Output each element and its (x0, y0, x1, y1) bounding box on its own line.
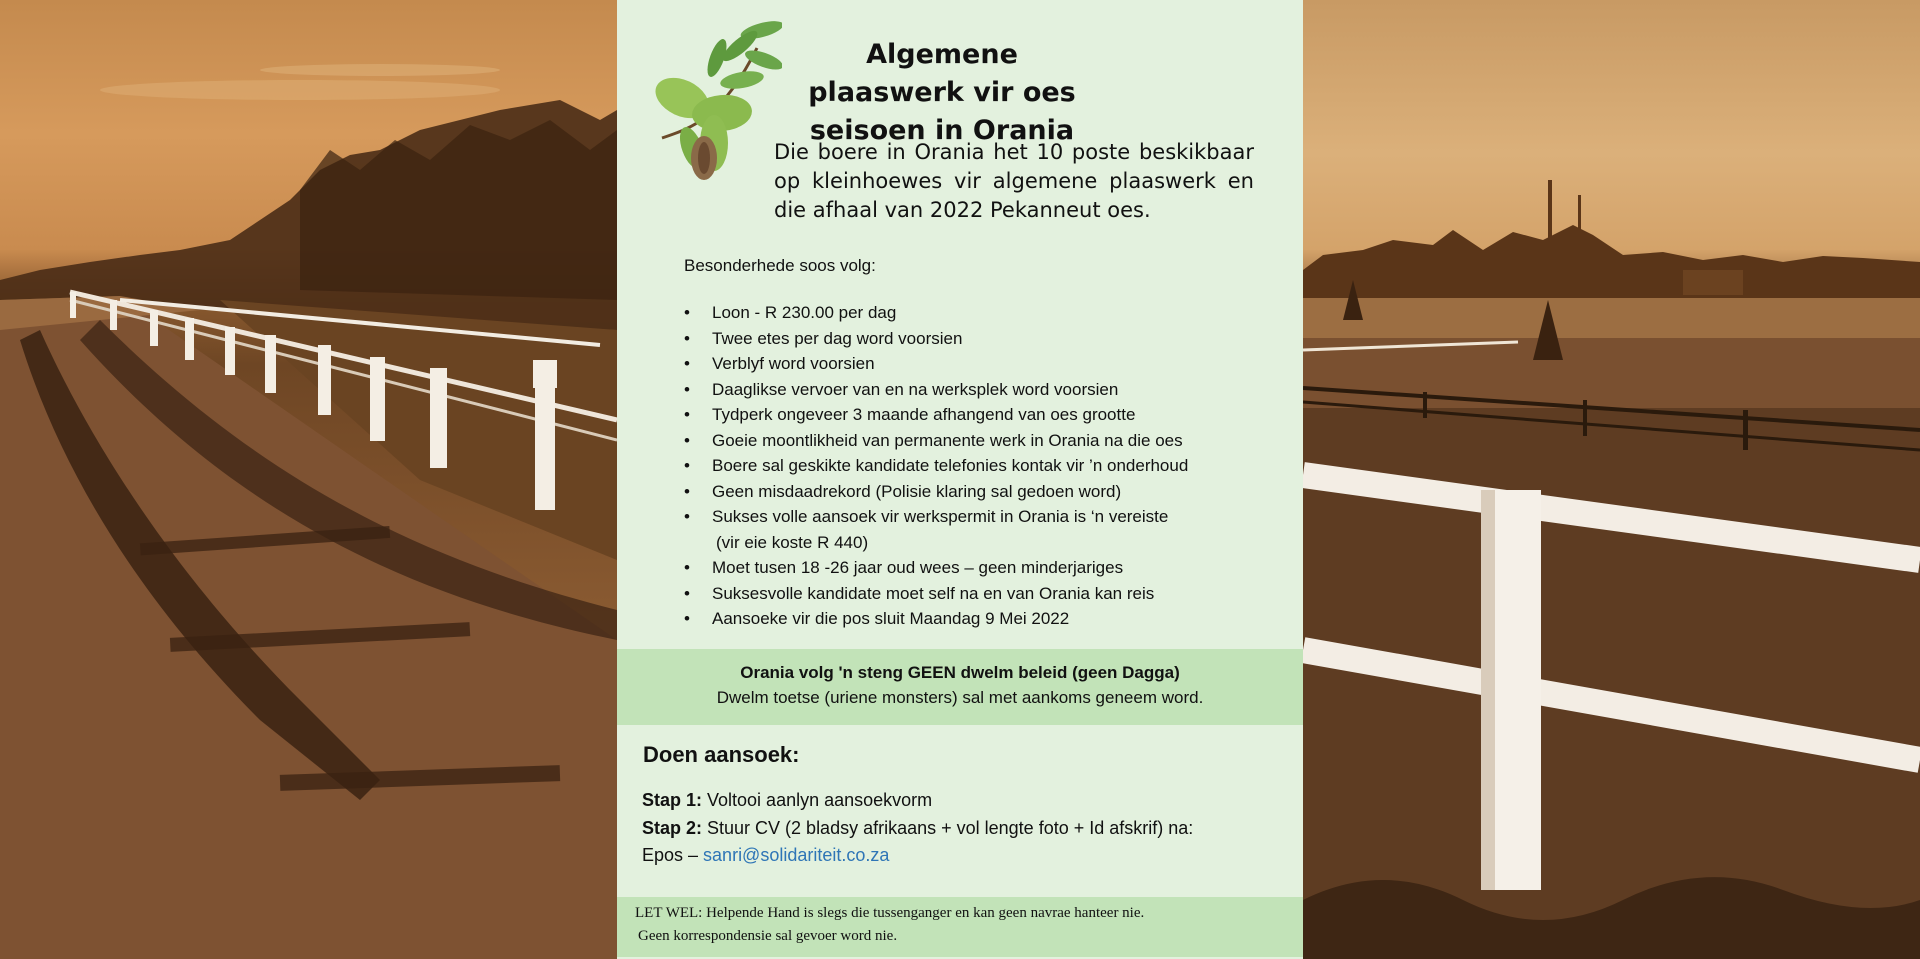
details-item: • Moet tusen 18 -26 jaar oud wees – geen minderjariges (684, 555, 1284, 581)
details-item: • Aansoeke vir die pos sluit Maandag 9 Mei 2022 (684, 606, 1284, 632)
details-item-continuation: (vir eie koste R 440) (716, 532, 869, 552)
step-2 (642, 818, 1193, 839)
details-heading: Besonderhede soos volg: (684, 256, 876, 275)
apply-heading: Doen aansoek: (643, 742, 800, 767)
background-photo-left (0, 0, 617, 959)
step-2-label: Stap 2: (642, 818, 703, 838)
details-item: • Geen misdaadrekord (Polisie klaring sal gedoen word) (684, 479, 1284, 505)
flyer-title (787, 36, 1097, 150)
disclaimer-banner (617, 897, 1303, 957)
details-item: • Loon - R 230.00 per dag (684, 300, 1284, 326)
job-flyer (617, 0, 1303, 959)
flyer-title-line1: Algemene plaaswerk vir oes (808, 39, 1076, 108)
details-item: • Boere sal geskikte kandidate telefonies kontak vir ’n onderhoud (684, 453, 1284, 479)
step-1 (642, 790, 932, 811)
details-list (684, 300, 1284, 632)
details-item: • Sukses volle aansoek vir werkspermit in Orania is ‘n vereiste (vir eie koste R 440) (684, 504, 1284, 555)
drug-policy-banner (617, 649, 1303, 725)
drug-policy-text: Dwelm toetse (uriene monsters) sal met aankoms geneem word. (716, 688, 1204, 707)
disclaimer-line2: Geen korrespondensie sal gevoer word nie. (638, 928, 898, 944)
background-photo-right (1303, 0, 1920, 959)
details-item: • Twee etes per dag word voorsien (684, 326, 1284, 352)
step-1-label: Stap 1: (642, 790, 703, 810)
step-1-text: Voltooi aanlyn aansoekvorm (702, 790, 933, 810)
email-line (642, 845, 889, 866)
details-item: • Goeie moontlikheid van permanente werk in Orania na die oes (684, 428, 1284, 454)
email-link[interactable]: sanri@solidariteit.co.za (703, 845, 890, 865)
details-item: • Suksesvolle kandidate moet self na en van Orania kan reis (684, 581, 1284, 607)
step-2-text: Stuur CV (2 bladsy afrikaans + vol lengte foto + Id afskrif) na: (702, 818, 1194, 838)
details-item: • Daaglikse vervoer van en na werksplek word voorsien (684, 377, 1284, 403)
details-item: • Verblyf word voorsien (684, 351, 1284, 377)
intro-paragraph: Die boere in Orania het 10 poste beskikbaar op kleinhoewes vir algemene plaaswerk en die afhaal van 2022 Pekanneut oes. (774, 140, 1254, 222)
details-item: • Tydperk ongeveer 3 maande afhangend van oes grootte (684, 402, 1284, 428)
disclaimer-line1: LET WEL: Helpende Hand is slegs die tussenganger en kan geen navrae hanteer nie. (635, 905, 1145, 921)
pecan-leaf-icon (642, 18, 782, 193)
email-label: Epos – (642, 845, 704, 865)
drug-policy-title: Orania volg 'n steng GEEN dwelm beleid (geen Dagga) (740, 663, 1180, 682)
flyer-title-line2: seisoen in Orania (809, 115, 1075, 146)
